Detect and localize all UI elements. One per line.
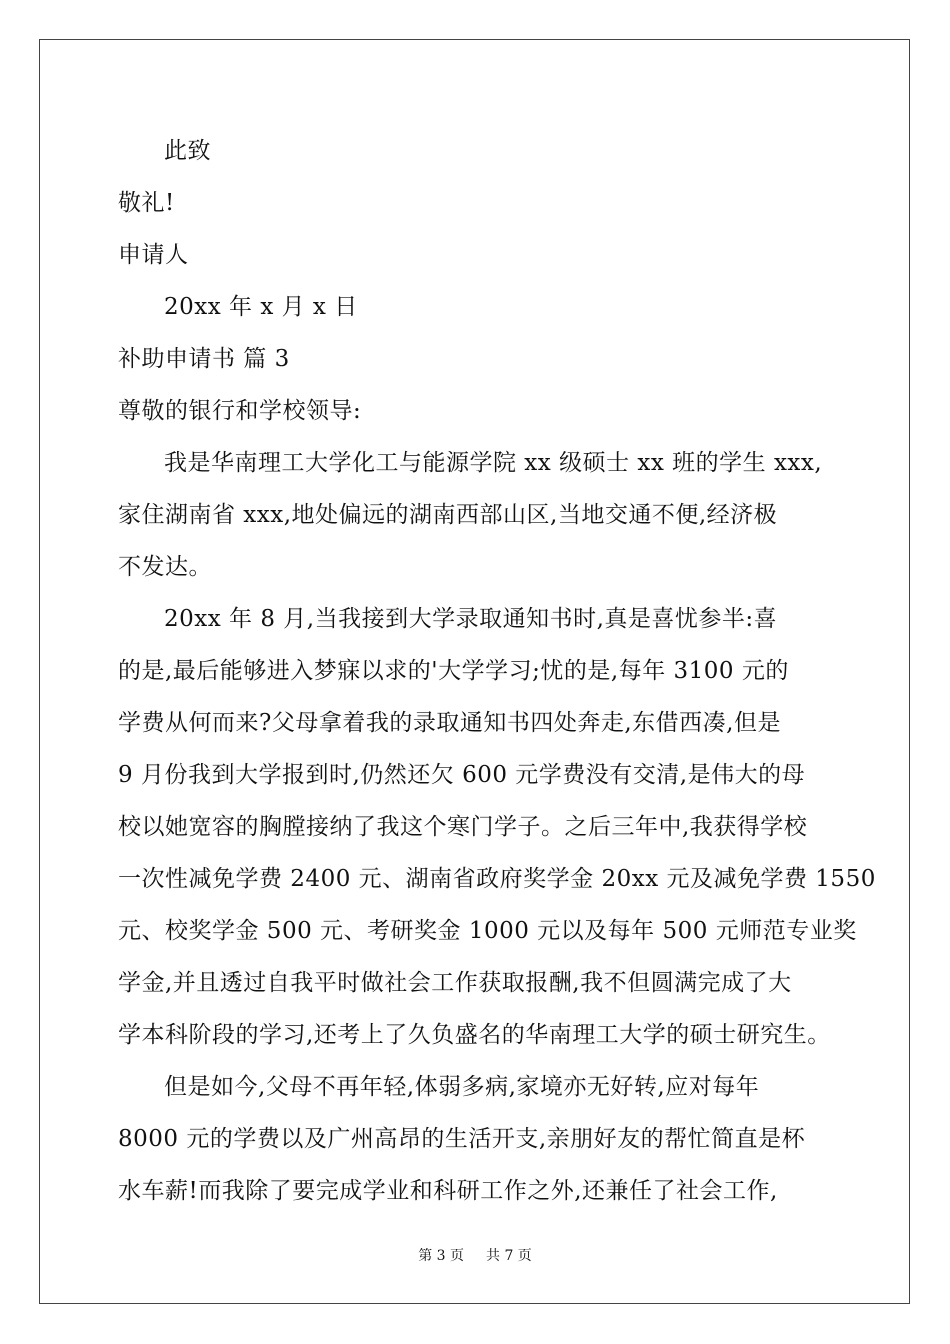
paragraph-line: 但是如今,父母不再年轻,体弱多病,家境亦无好转,应对每年: [164, 1074, 760, 1100]
addressee-line: 尊敬的银行和学校领导:: [118, 398, 362, 424]
paragraph-line: 学费从何而来?父母拿着我的录取通知书四处奔走,东借西凑,但是: [118, 710, 781, 736]
applicant-line: 申请人: [118, 242, 189, 268]
paragraph-line: 20xx 年 8 月,当我接到大学录取通知书时,真是喜忧参半:喜: [164, 606, 778, 632]
paragraph-line: 学金,并且透过自我平时做社会工作获取报酬,我不但圆满完成了大: [118, 970, 792, 996]
page-total: 共 7 页: [486, 1248, 532, 1264]
section-title: 补助申请书 篇 3: [118, 346, 290, 372]
page-number: 第 3 页: [418, 1248, 464, 1264]
paragraph-line: 校以她宽容的胸膛接纳了我这个寒门学子。之后三年中,我获得学校: [118, 814, 808, 840]
closing-line: 此致: [164, 138, 211, 164]
salutation-line: 敬礼!: [118, 190, 175, 216]
paragraph-line: 我是华南理工大学化工与能源学院 xx 级硕士 xx 班的学生 xxx,: [164, 450, 823, 476]
paragraph-line: 元、校奖学金 500 元、考研奖金 1000 元以及每年 500 元师范专业奖: [118, 918, 857, 944]
paragraph-line: 不发达。: [118, 554, 212, 580]
paragraph-line: 水车薪!而我除了要完成学业和科研工作之外,还兼任了社会工作,: [118, 1178, 778, 1204]
paragraph-line: 9 月份我到大学报到时,仍然还欠 600 元学费没有交清,是伟大的母: [118, 762, 806, 788]
paragraph-line: 家住湖南省 xxx,地处偏远的湖南西部山区,当地交通不便,经济极: [118, 502, 778, 528]
paragraph-line: 8000 元的学费以及广州高昂的生活开支,亲朋好友的帮忙简直是杯: [118, 1126, 806, 1152]
paragraph-line: 学本科阶段的学习,还考上了久负盛名的华南理工大学的硕士研究生。: [118, 1022, 831, 1048]
paragraph-line: 一次性减免学费 2400 元、湖南省政府奖学金 20xx 元及减免学费 1550: [118, 866, 876, 892]
date-line: 20xx 年 x 月 x 日: [164, 294, 358, 320]
page-footer: [0, 1245, 950, 1265]
paragraph-line: 的是,最后能够进入梦寐以求的'大学学习;忧的是,每年 3100 元的: [118, 658, 789, 684]
